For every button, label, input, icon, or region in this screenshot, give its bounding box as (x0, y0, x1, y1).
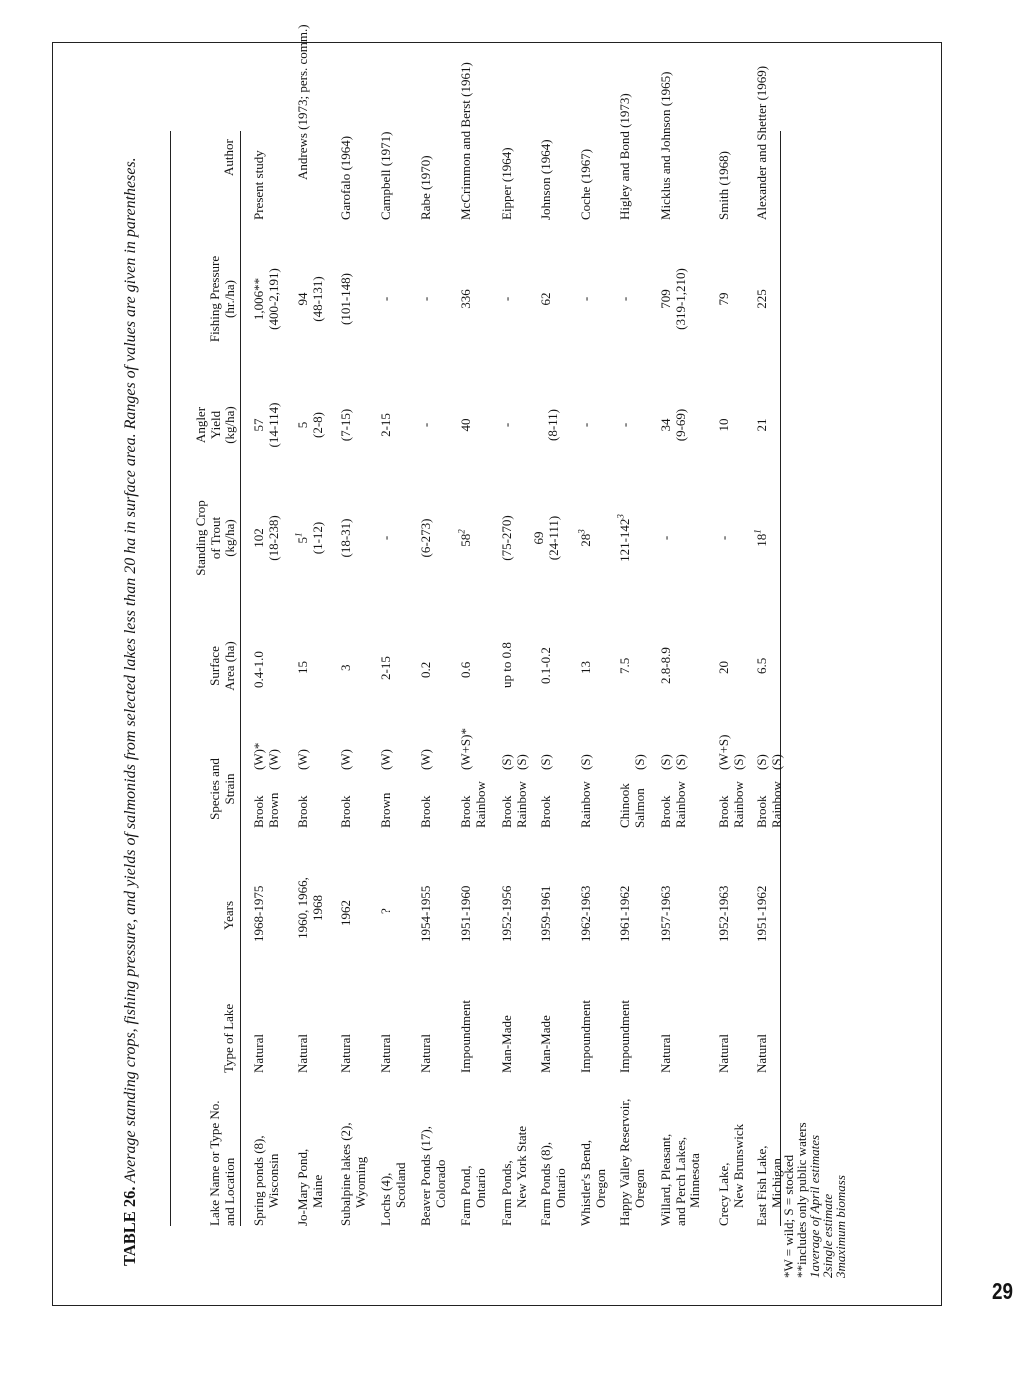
row-2-loc-line1: Subalpine lakes (2), (338, 1122, 353, 1226)
table-row-1-species (296, 736, 311, 828)
row-1-years-line2: 1968 (309, 895, 325, 921)
table-row-3-years: ? (378, 908, 393, 914)
header-location-line1: Lake Name or Type No. (207, 1100, 222, 1226)
row-12-species-2: Rainbow (768, 781, 784, 828)
footnote-4: 2single estimate (820, 1193, 835, 1278)
row-1-years-line1: 1960, 1966, (295, 877, 310, 939)
row-0-yield-value: 57 (251, 418, 266, 432)
table-row-12-author: Alexander and Shetter (1969) (754, 65, 769, 220)
header-type-line1: Type of Lake (221, 1003, 236, 1073)
table-row-3-author: Campbell (1971) (378, 131, 393, 220)
footnote-3: 1average of April estimates (807, 1134, 822, 1278)
row-5-loc-line1: Farm Pond, (458, 1165, 473, 1226)
table-row-8-species (579, 736, 594, 828)
row-12-species-1-code: (S) (754, 754, 769, 770)
row-0-species-1-code: (W)* (251, 742, 266, 770)
table-row-11-area: 20 (716, 661, 731, 674)
row-0-crop-value: 102 (251, 528, 266, 548)
row-1-species-1: Brook (295, 795, 310, 828)
page-number: 29 (992, 1278, 1013, 1304)
table-row-0-pressure (252, 240, 281, 358)
header-crop-line2: of Trout (207, 516, 223, 560)
row-12-crop-value: 18 (754, 533, 769, 547)
table-row-11-species (717, 736, 746, 828)
row-10-loc-line1: Willard, Pleasant, (658, 1133, 673, 1226)
table-row-0-author: Present study (251, 150, 266, 220)
table-row-7-type: Man-Made (538, 1015, 553, 1073)
row-9-species-1: Chinook (617, 783, 632, 828)
row-7-loc-line1: Farm Ponds (8), (538, 1141, 553, 1226)
row-11-species-1: Brook (716, 795, 731, 828)
table-row-10-species (659, 736, 688, 828)
table-caption-text: Average standing crops, fishing pressure, and yields of salmonids from selected lakes less than 20 ha in surface area. Ranges of values are given in parentheses. (122, 157, 139, 1187)
row-1-crop-footnote: 1 (293, 532, 304, 537)
row-3-loc-line2: Scotland (392, 1162, 408, 1208)
row-1-loc-line2: Maine (309, 1174, 325, 1208)
row-12-species-1: Brook (754, 795, 769, 828)
table-row-5-type: Impoundment (458, 1000, 473, 1073)
table-row-10-location (659, 1134, 703, 1226)
table-row-4-years: 1954-1955 (418, 885, 433, 942)
row-0-loc-line1: Spring ponds (8), (251, 1135, 266, 1226)
table-row-12-years: 1951-1962 (754, 885, 769, 942)
row-1-loc-line1: Jo-Mary Pond, (295, 1148, 310, 1226)
table-row-6-type: Man-Made (499, 1015, 514, 1073)
row-9-species-2-code: (S) (631, 754, 647, 770)
table-row-9-species (618, 736, 647, 828)
table-row-5-years: 1951-1960 (458, 885, 473, 942)
table-row-7-location (539, 1142, 568, 1226)
table-row-9-location (618, 1099, 647, 1226)
header-rule (240, 131, 241, 1226)
header-pressure (208, 240, 237, 358)
row-4-species-1-code: (W) (418, 749, 433, 770)
row-3-species-1: Brown (378, 792, 393, 828)
row-0-species-2-code: (W) (265, 749, 281, 770)
header-area-line2: Area (ha) (221, 641, 237, 691)
row-8-species-1-code: (S) (578, 754, 593, 770)
row-11-species-2: Rainbow (730, 781, 746, 828)
table-row-2-author: Garofalo (1964) (338, 135, 353, 220)
table-row-1-author: Andrews (1973; pers. comm.) (295, 24, 310, 180)
row-6-loc-line2: New York State (513, 1126, 529, 1208)
table-row-7-years: 1959-1961 (538, 885, 553, 942)
row-1-yield-range: (2-8) (309, 412, 325, 438)
row-10-species-2: Rainbow (672, 781, 688, 828)
header-species (208, 734, 237, 844)
row-4-loc-line1: Beaver Ponds (17), (418, 1125, 433, 1226)
table-row-9-type: Impoundment (617, 1000, 632, 1073)
row-11-species-1-code: (W+S) (716, 734, 731, 770)
table-row-0-area: 0.4-1.0 (251, 651, 266, 688)
table-row-6-crop: (75-270) (499, 515, 514, 561)
table-row-2-area: 3 (338, 664, 353, 671)
row-1-species-1-code: (W) (295, 749, 310, 770)
row-8-loc-line1: Whistler's Bend, (578, 1139, 593, 1226)
row-7-species-1: Brook (538, 795, 553, 828)
table-row-5-pressure: 336 (458, 289, 473, 309)
row-10-species-1: Brook (658, 795, 673, 828)
row-10-pressure-value: 709 (658, 289, 673, 309)
table-row-1-location (296, 1149, 325, 1226)
table-row-5-area: 0.6 (458, 661, 473, 678)
table-row-0-species (252, 736, 281, 828)
row-0-loc-line2: Wisconsin (265, 1153, 281, 1208)
table-row-7-author: Johnson (1964) (538, 139, 553, 220)
row-7-species-1-code: (S) (538, 754, 553, 770)
row-8-loc-line2: Oregon (592, 1169, 608, 1208)
table-row-5-crop (456, 498, 474, 578)
row-0-yield-range: (14-114) (265, 402, 281, 448)
table-row-12-location (755, 1145, 784, 1226)
row-11-species-2-code: (S) (730, 754, 746, 770)
row-1-pressure-value: 94 (295, 292, 310, 306)
row-11-loc-line2: New Brunswick (730, 1123, 746, 1208)
row-9-loc-line2: Oregon (631, 1169, 647, 1208)
row-12-loc-line1: East Fish Lake, (754, 1145, 769, 1226)
table-row-11-yield: 10 (716, 418, 731, 432)
table-row-9-author: Higley and Bond (1973) (617, 93, 632, 220)
row-8-crop-value: 28 (578, 533, 593, 547)
row-4-loc-line2: Colorado (432, 1159, 448, 1208)
header-type (222, 1004, 237, 1073)
table-row-5-species (458, 728, 488, 828)
table-row-2-years: 1962 (338, 900, 353, 926)
table-row-10-years: 1957-1963 (658, 885, 673, 942)
row-10-species-2-code: (S) (672, 754, 688, 770)
table-row-3-crop: - (378, 535, 393, 541)
table-row-6-species (500, 736, 529, 828)
header-crop-line3: (kg/ha) (222, 519, 237, 557)
table-row-12-species (755, 736, 784, 828)
header-species-line1: Species and (207, 758, 222, 820)
table-row-10-yield (659, 390, 688, 460)
table-row-10-author: Micklus and Johnson (1965) (658, 71, 673, 220)
header-yield-line1: Angler (193, 406, 208, 444)
row-10-yield-range: (9-69) (672, 408, 688, 442)
table-row-9-crop (615, 498, 633, 578)
row-10-yield-value: 34 (658, 418, 673, 432)
table-row-9-yield: - (617, 422, 632, 428)
table-row-4-type: Natural (418, 1034, 433, 1073)
row-9-loc-line1: Happy Valley Reservoir, (617, 1098, 632, 1226)
table-row-7-pressure: 62 (538, 292, 553, 306)
row-6-species-1-code: (S) (499, 754, 514, 770)
top-rule (170, 131, 171, 1226)
table-row-3-location (379, 1163, 408, 1227)
table-row-4-yield: - (418, 422, 433, 428)
table-row-4-pressure: - (418, 296, 433, 302)
row-2-species-1-code: (W) (338, 749, 353, 770)
table-row-3-type: Natural (378, 1034, 393, 1073)
table-footnotes (782, 1122, 847, 1278)
table-row-11-author: Smith (1968) (716, 151, 731, 220)
row-7-loc-line2: Ontario (552, 1168, 568, 1208)
table-row-2-crop: (18-31) (338, 518, 353, 558)
table-row-7-area: 0.1-0.2 (538, 647, 553, 684)
header-yield-line2: Yield (207, 410, 223, 440)
footnote-5: 3maximum biomass (833, 1175, 848, 1278)
table-row-10-pressure (659, 240, 688, 358)
table-row-1-years (296, 868, 325, 948)
table-row-7-species (539, 736, 554, 828)
header-crop (194, 488, 238, 588)
table-row-1-type: Natural (295, 1034, 310, 1073)
table-row-8-location (579, 1140, 608, 1226)
table-row-0-yield (252, 390, 281, 460)
row-5-species-1-code: (W+S)* (458, 728, 473, 770)
row-0-pressure-range: (400-2,191) (265, 268, 281, 330)
row-12-species-2-code: (S) (768, 754, 784, 770)
table-row-0-crop (252, 498, 281, 578)
table-row-7-crop (532, 498, 561, 578)
header-species-line2: Strain (221, 773, 237, 805)
table-row-1-pressure (296, 240, 325, 358)
row-1-yield-value: 5 (295, 421, 310, 429)
header-pressure-line2: (hr./ha) (221, 280, 237, 318)
row-5-species-2: Rainbow (472, 781, 488, 828)
table-row-9-pressure: - (617, 296, 632, 302)
table-row-6-location (500, 1126, 529, 1226)
row-6-species-2-code: (S) (513, 754, 529, 770)
table-row-10-crop: - (658, 535, 673, 541)
row-7-crop-range: (24-111) (545, 515, 561, 561)
row-2-loc-line2: Wyoming (352, 1156, 368, 1208)
row-11-loc-line1: Crecy Lake, (716, 1162, 731, 1226)
header-author (222, 139, 237, 176)
row-0-species-1: Brook (251, 795, 266, 828)
row-10-species-1-code: (S) (658, 754, 673, 770)
table-row-7-yield: (8-11) (545, 409, 560, 442)
table-row-5-yield: 40 (458, 418, 473, 432)
row-6-species-1: Brook (499, 795, 514, 828)
header-location (208, 1100, 237, 1226)
row-8-species-1: Rainbow (578, 781, 593, 828)
header-yield (194, 390, 238, 460)
table-row-12-type: Natural (754, 1034, 769, 1073)
row-3-species-1-code: (W) (378, 749, 393, 770)
row-6-species-2: Rainbow (513, 781, 529, 828)
footnote-1: *W = wild; S = stocked (781, 1154, 796, 1278)
row-8-crop-footnote: 3 (576, 529, 587, 534)
table-row-4-author: Rabe (1970) (418, 155, 433, 220)
row-2-species-1: Brook (338, 795, 353, 828)
table-row-6-years: 1952-1956 (499, 885, 514, 942)
table-row-4-location (419, 1126, 448, 1226)
header-yield-line3: (kg/ha) (222, 406, 237, 444)
table-row-6-yield: - (499, 422, 514, 428)
table-row-12-yield: 21 (754, 418, 769, 432)
table-row-6-area: up to 0.8 (499, 642, 514, 688)
row-5-crop-value: 58 (458, 533, 473, 547)
table-row-1-yield (296, 390, 325, 460)
header-location-line2: and Location (221, 1157, 237, 1226)
table-row-11-years: 1952-1963 (716, 885, 731, 942)
table-row-4-crop: (6-273) (418, 518, 433, 558)
table-row-11-pressure: 79 (716, 292, 731, 306)
row-5-loc-line2: Ontario (472, 1168, 488, 1208)
table-row-8-area: 13 (578, 661, 593, 674)
table-row-2-type: Natural (338, 1034, 353, 1073)
table-row-12-pressure: 225 (754, 289, 769, 309)
table-row-0-location (252, 1135, 281, 1226)
table-row-2-yield: (7-15) (338, 408, 353, 442)
row-3-loc-line1: Lochs (4), (378, 1172, 393, 1226)
row-10-loc-line3: Minnesota (687, 1153, 702, 1208)
row-10-pressure-range: (319-1,210) (672, 268, 688, 330)
bottom-rule (780, 131, 781, 1226)
table-row-11-type: Natural (716, 1034, 731, 1073)
table-row-1-crop (293, 498, 325, 578)
table-row-3-species (379, 736, 394, 828)
row-9-crop-value: 121-142 (617, 518, 632, 562)
table-row-4-area: 0.2 (418, 661, 433, 678)
row-12-crop-footnote: 1 (752, 529, 763, 534)
table-row-10-type: Natural (658, 1034, 673, 1073)
table-row-0-type: Natural (251, 1034, 266, 1073)
row-7-crop-value: 69 (531, 531, 546, 545)
row-5-species-1: Brook (458, 795, 473, 828)
table-row-12-area: 6.5 (754, 657, 769, 674)
table-row-3-pressure: - (378, 296, 393, 302)
footnote-2: **includes only public waters (794, 1122, 809, 1278)
row-9-crop-footnote: 3 (615, 514, 626, 519)
table-row-5-author: McCrimmon and Berst (1961) (458, 62, 473, 220)
table-row-8-author: Coche (1967) (578, 148, 593, 220)
table-row-8-pressure: - (578, 296, 593, 302)
row-5-crop-footnote: 2 (456, 529, 467, 534)
header-crop-line1: Standing Crop (193, 500, 208, 576)
header-area (208, 626, 237, 706)
row-0-species-2: Brown (265, 792, 281, 828)
table-row-0-years: 1968-1975 (251, 885, 266, 942)
table-row-3-area: 2-15 (378, 656, 393, 680)
header-area-line1: Surface (207, 646, 222, 686)
row-0-pressure-value: 1,006** (251, 277, 266, 321)
row-1-pressure-range: (48-131) (309, 276, 325, 322)
table-row-8-type: Impoundment (578, 1000, 593, 1073)
table-row-12-crop (752, 498, 770, 578)
row-10-loc-line2: and Perch Lakes, (672, 1136, 688, 1226)
table-row-11-location (717, 1124, 746, 1226)
table-row-6-author: Eipper (1964) (499, 147, 514, 220)
table-row-6-pressure: - (499, 296, 514, 302)
table-row-2-pressure: (101-148) (338, 273, 353, 325)
header-years (222, 901, 237, 930)
table-row-8-years: 1962-1963 (578, 885, 593, 942)
table-row-3-yield: 2-15 (378, 413, 393, 437)
row-1-crop-range: (1-12) (309, 521, 325, 555)
header-years-line1: Years (221, 900, 236, 930)
table-caption (120, 76, 140, 1266)
row-0-crop-range: (18-238) (265, 515, 281, 561)
row-6-loc-line1: Farm Ponds, (499, 1160, 514, 1226)
table-row-2-location (339, 1122, 368, 1226)
table-row-8-yield: - (578, 422, 593, 428)
table-row-10-area: 2.8-8.9 (658, 647, 673, 684)
table-label: TABLE 26. (120, 1186, 139, 1266)
table-row-9-years: 1961-1962 (617, 885, 632, 942)
row-4-species-1: Brook (418, 795, 433, 828)
table-row-5-location (459, 1165, 488, 1226)
table-row-11-crop: - (716, 535, 731, 541)
rotated-table-sheet (110, 24, 848, 1278)
table-row-2-species (339, 736, 354, 828)
row-1-crop-value: 5 (295, 537, 310, 544)
table-row-1-area: 15 (295, 661, 310, 674)
header-author-line1: Author (221, 139, 236, 176)
row-12-loc-line2: Michigan (768, 1158, 784, 1208)
header-pressure-line1: Fishing Pressure (207, 255, 222, 343)
row-9-species-2: Salmon (631, 788, 647, 828)
table-row-4-species (419, 736, 434, 828)
table-row-8-crop (576, 498, 594, 578)
table-row-9-area: 7.5 (617, 657, 632, 674)
